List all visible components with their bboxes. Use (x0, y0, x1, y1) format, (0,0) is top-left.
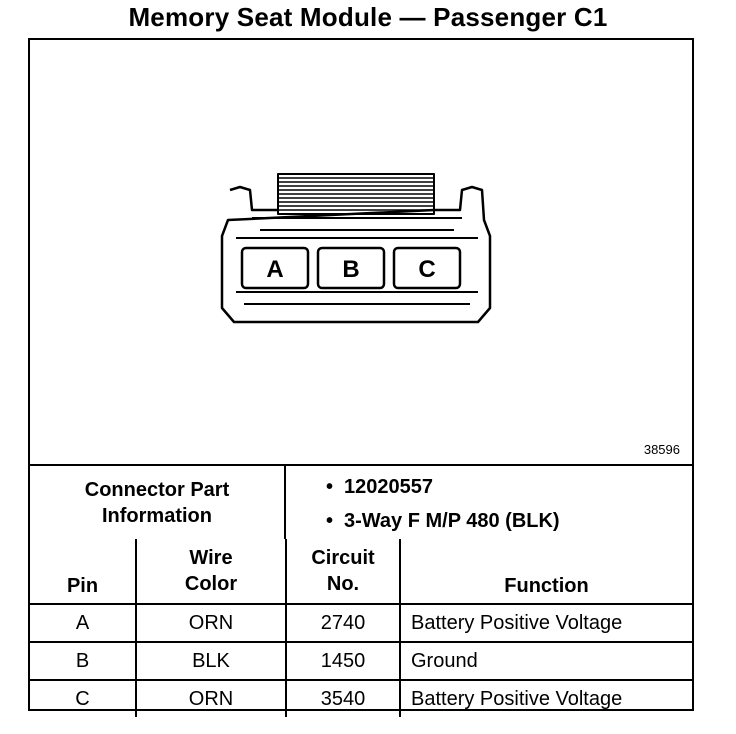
header-function: Function (400, 539, 692, 604)
table-row (30, 680, 692, 717)
pin-cell: A (30, 604, 136, 642)
pin-table (30, 539, 692, 717)
wire-color-cell: ORN (136, 604, 286, 642)
header-circuit-line2: No. (326, 573, 360, 595)
info-label (30, 466, 286, 539)
header-wire-line1: Wire (189, 547, 233, 569)
connector-part-info (30, 464, 692, 539)
info-item (326, 510, 560, 533)
header-wire-line2: Color (184, 573, 238, 595)
header-circuit-no (286, 539, 400, 604)
bullet-icon: • (326, 476, 334, 498)
wire-color-cell: ORN (136, 680, 286, 717)
connector-frame (28, 38, 694, 711)
part-description: 3-Way F M/P 480 (BLK) (344, 510, 560, 532)
circuit-cell: 2740 (286, 604, 400, 642)
page-title: Memory Seat Module — Passenger C1 (128, 2, 608, 32)
info-item (326, 476, 433, 499)
figure-id: 38596 (643, 442, 680, 457)
circuit-cell: 3540 (286, 680, 400, 717)
connector-diagram (30, 40, 692, 464)
function-cell: Ground (400, 642, 692, 680)
pin-label-a: A (266, 256, 284, 283)
wire-color-cell: BLK (136, 642, 286, 680)
header-wire-color (136, 539, 286, 604)
pin-cell: C (30, 680, 136, 717)
function-cell: Battery Positive Voltage (400, 604, 692, 642)
function-cell: Battery Positive Voltage (400, 680, 692, 717)
header-pin: Pin (30, 539, 136, 604)
bullet-icon: • (326, 510, 334, 532)
pin-cell: B (30, 642, 136, 680)
connector-drawing (30, 40, 692, 464)
table-row (30, 642, 692, 680)
circuit-cell: 1450 (286, 642, 400, 680)
part-number: 12020557 (344, 476, 433, 498)
pin-label-c: C (418, 256, 436, 283)
table-row (30, 604, 692, 642)
info-label-line1: Connector Part (84, 478, 230, 501)
table-header-row (30, 539, 692, 604)
info-values (286, 466, 692, 539)
pin-label-b: B (342, 256, 360, 283)
connector-housing (222, 187, 490, 322)
info-label-line2: Information (102, 504, 212, 527)
connector-latch (278, 174, 434, 214)
header-circuit-line1: Circuit (311, 547, 375, 569)
